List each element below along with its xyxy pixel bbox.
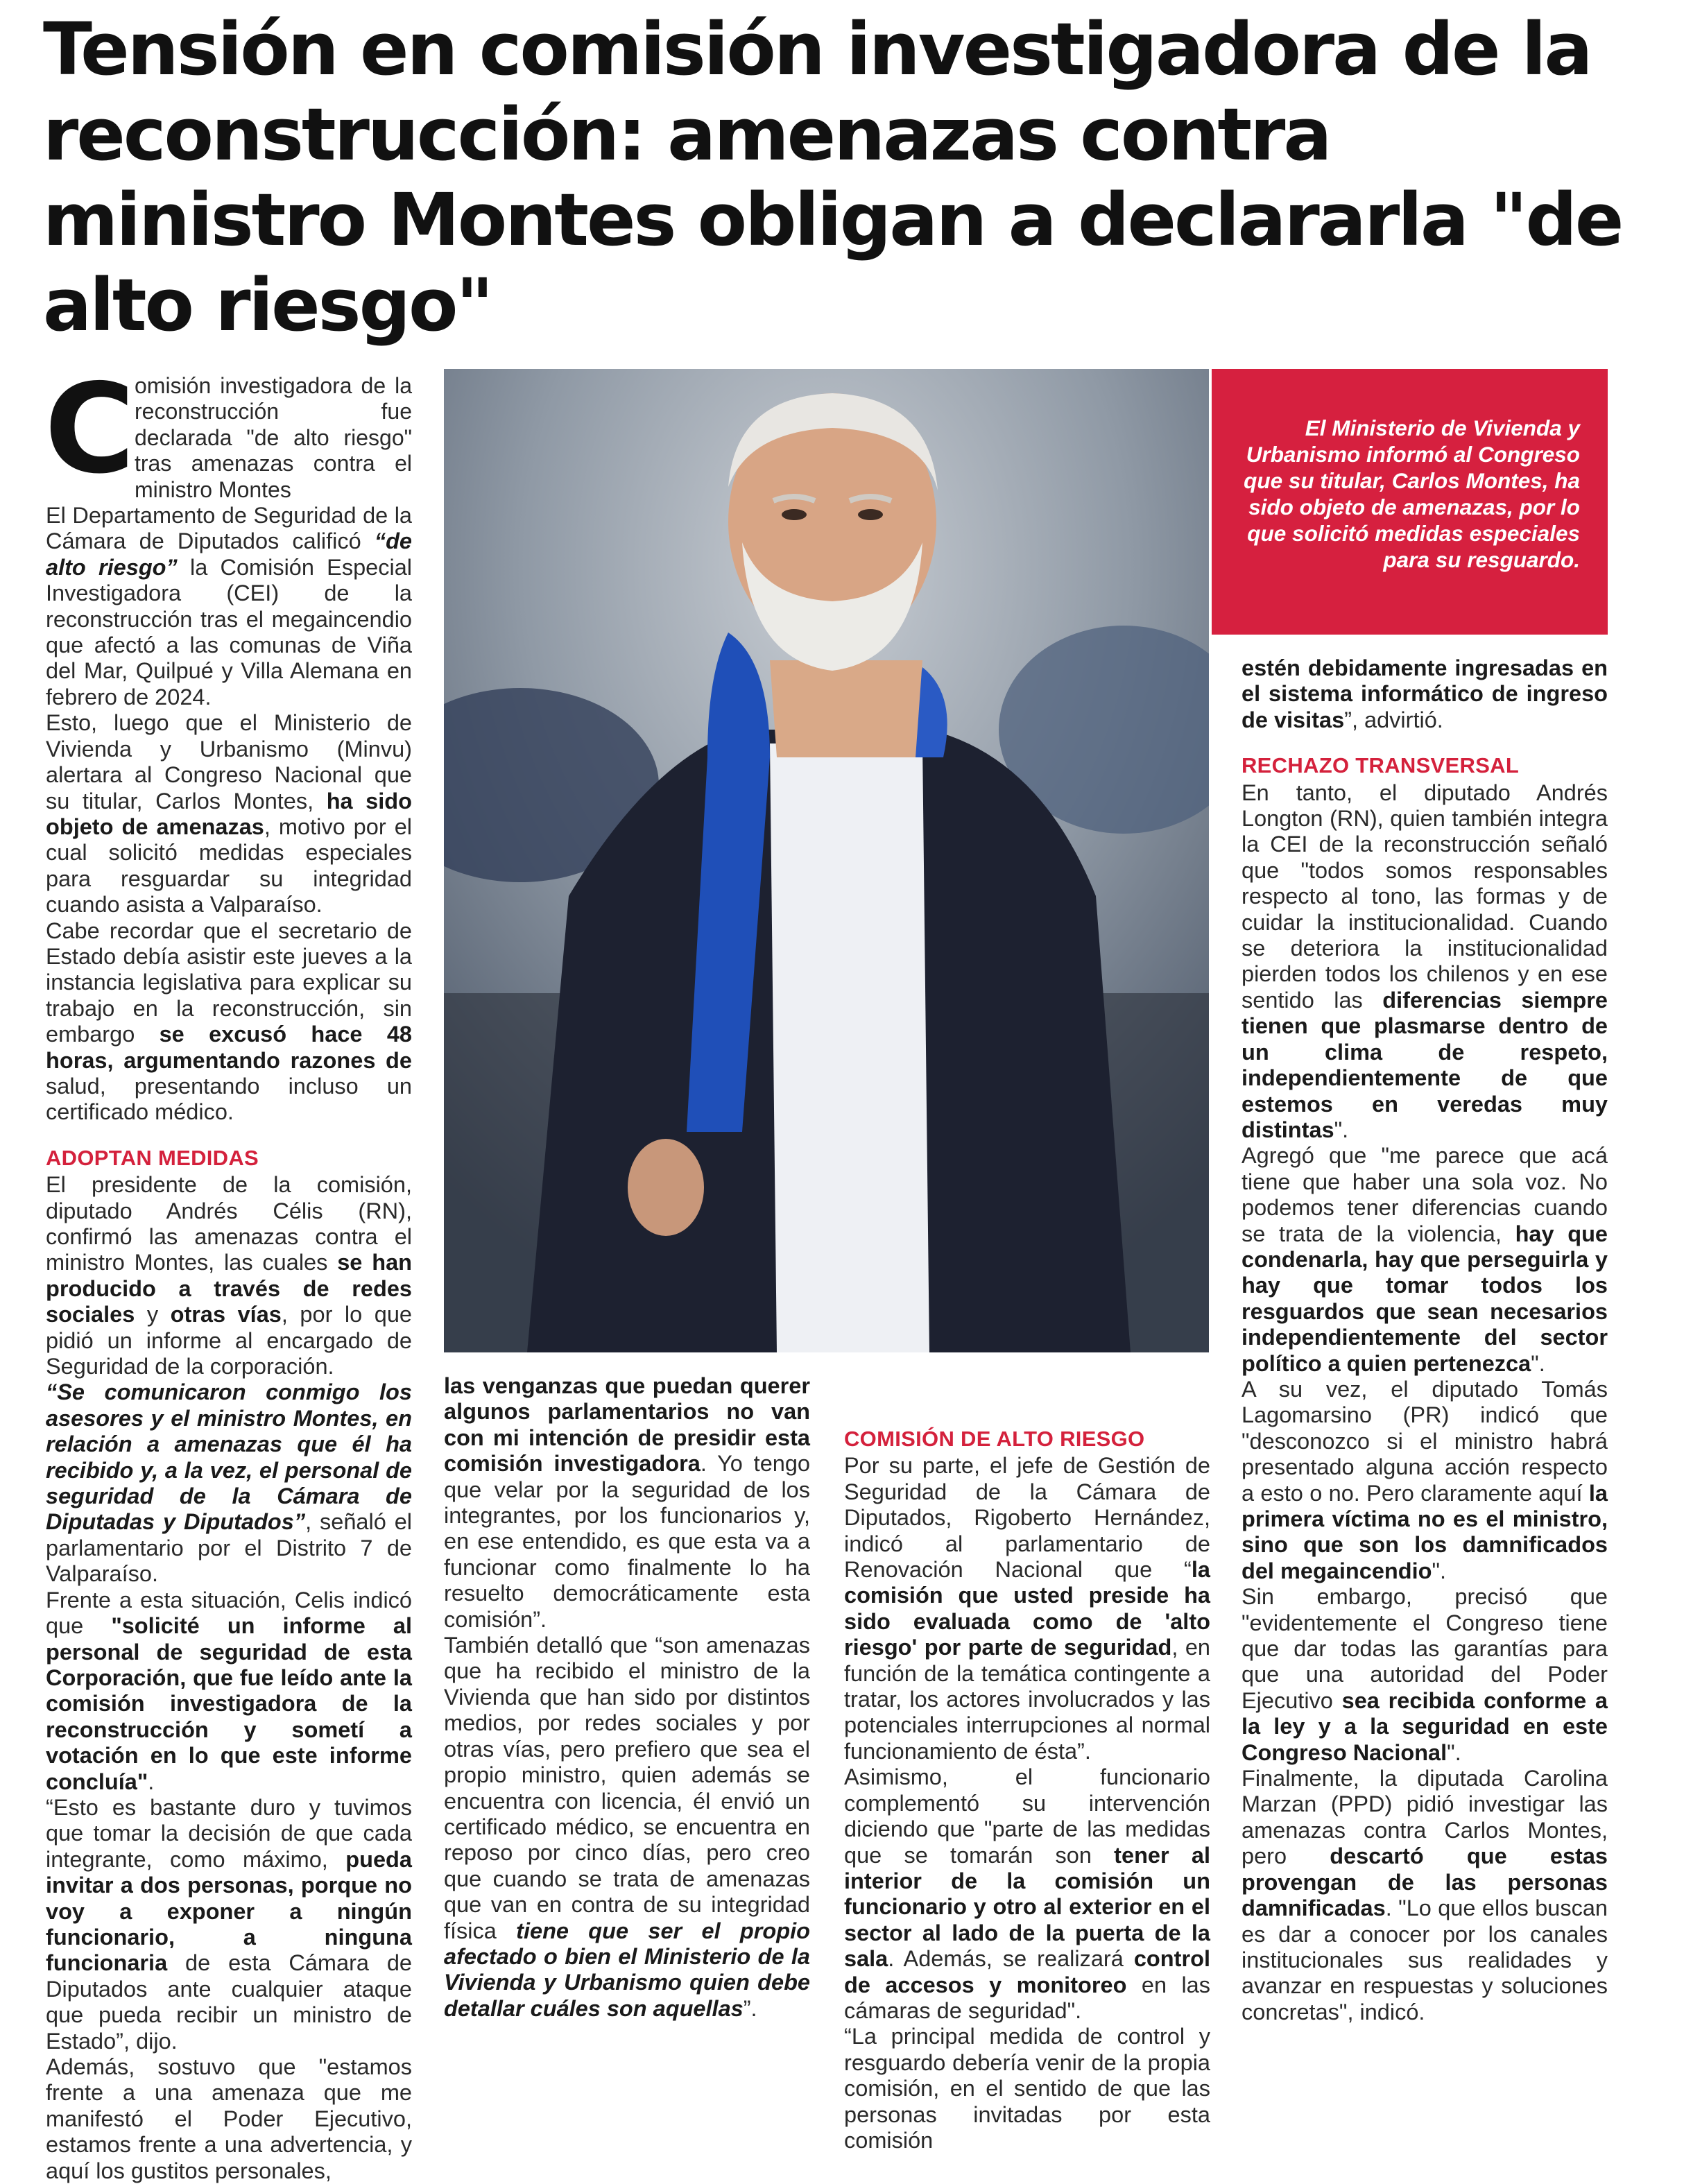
paragraph: “La principal medida de control y resguardo debería venir de la propia comisión, en el sentido de que las personas invitadas por esta comisión	[844, 2024, 1210, 2153]
paragraph: Cabe recordar que el secretario de Estado debía asistir este jueves a la instancia legislativa para explicar su trabajo en la reconstrucción, sin embargo se excusó hace 48 horas, argumentando razones de salud, presentando incluso un certificado médico.	[46, 918, 412, 1125]
paragraph: Por su parte, el jefe de Gestión de Seguridad de la Cámara de Diputados, Rigoberto Hernández, indicó al parlamentario de Renovación Nacional que “la comisión que usted preside ha sido evaluada como de 'alto riesgo' por parte de seguridad, en función de la temática contingente a tratar, los actores involucrados y las potenciales interrupciones al normal funcionamiento de ésta”.	[844, 1453, 1210, 1764]
article-column-1	[44, 357, 413, 2184]
paragraph: Asimismo, el funcionario complementó su intervención diciendo que "parte de las medidas que se tomarán son tener al interior de la comisión un funcionario y otro al exterior en el sector al lado de la puerta de la sala. Además, se realizará control de accesos y monitoreo en las cámaras de seguridad".	[844, 1764, 1210, 2023]
article-column-2	[444, 1373, 810, 2022]
paragraph: Además, sostuvo que "estamos frente a una amenaza que me manifestó el Poder Ejecutivo, estamos frente a una advertencia, y aquí los gustitos personales,	[46, 2054, 412, 2183]
paragraph: “Esto es bastante duro y tuvimos que tomar la decisión de que cada integrante, como máximo, pueda invitar a dos personas, porque no voy a exponer a ningún funcionario, a ninguna funcionaria de esta Cámara de Diputados ante cualquier ataque que pueda recibir un ministro de Estado”, dijo.	[46, 1794, 412, 2054]
paragraph: las venganzas que puedan querer algunos parlamentarios no van con mi intención de presidir esta comisión investigadora. Yo tengo que velar por la seguridad de los integrantes, por los funcionarios y, en ese entendido, es que esta va a funcionar como finalmente lo ha resuelto democráticamente esta comisión”.	[444, 1373, 810, 1632]
article-column-4	[1241, 655, 1608, 2025]
paragraph: Esto, luego que el Ministerio de Vivienda y Urbanismo (Minvu) alertara al Congreso Nacional que su titular, Carlos Montes, ha sido objeto de amenazas, motivo por el cual solicitó medidas especiales para resguardar su integridad cuando asista a Valparaíso.	[46, 710, 412, 918]
subheading: RECHAZO TRANSVERSAL	[1241, 753, 1520, 778]
callout-box: El Ministerio de Vivienda y Urbanismo informó al Congreso que su titular, Carlos Montes, ha sido objeto de amenazas, por lo que solicitó medidas especiales para su resguardo.	[1212, 369, 1608, 635]
paragraph: Frente a esta situación, Celis indicó que "solicité un informe al personal de seguridad de esta Corporación, que fue leído ante la comisión investigadora de la reconstrucción y sometí a votación en lo que este informe concluía".	[46, 1587, 412, 1794]
subheading: ADOPTAN MEDIDAS	[46, 1145, 259, 1170]
paragraph: También detalló que “son amenazas que ha recibido el ministro de la Vivienda que han sido por distintos medios, por redes sociales y por otras vías, pero prefiero que sea el propio ministro, quien además se encuentra con licencia, él envió un certificado médico, se encuentra en reposo por cinco días, pero creo que cuando se trata de amenazas que van en contra de su integridad física tiene que ser el propio afectado o bien el Ministerio de la Vivienda y Urbanismo quien debe detallar cuáles son aquellas”.	[444, 1633, 810, 2021]
photo-minister-illustration	[444, 369, 1209, 1352]
paragraph: En tanto, el diputado Andrés Longton (RN), quien también integra la CEI de la reconstrucción señaló que "todos somos responsables respecto al tono, las formas y de cuidar la institucionalidad. Cuando se deteriora la institucionalidad pierden todos los chilenos y en ese sentido las diferencias siempre tienen que plasmarse dentro de un clima de respeto, independientemente de que estemos en veredas muy distintas".	[1241, 780, 1608, 1142]
article-photo	[444, 369, 1209, 1352]
paragraph: estén debidamente ingresadas en el sistema informático de ingreso de visitas”, advirtió.	[1241, 655, 1608, 732]
paragraph: Finalmente, la diputada Carolina Marzan (PPD) pidió investigar las amenazas contra Carlos Montes, pero descartó que estas provengan de las personas damnificadas. "Lo que ellos buscan es dar a conocer por los canales institucionales sus realidades y avanzar en respuestas y soluciones concretas", indicó.	[1241, 1766, 1608, 2024]
subheading: COMISIÓN DE ALTO RIESGO	[844, 1427, 1145, 1451]
dropcap: C	[44, 357, 135, 501]
quote-paragraph: “Se comunicaron conmigo los asesores y el ministro Montes, en relación a amenazas que él ha recibido y, a la vez, el personal de seguridad de la Cámara de Diputadas y Diputados”, señaló el parlamentario por el Distrito 7 de Valparaíso.	[46, 1379, 412, 1587]
lead-paragraph: Comisión investigadora de la reconstrucción fue declarada "de alto riesgo" tras amenazas contra el ministro Montes	[44, 357, 412, 502]
headline: Tensión en comisión investigadora de la reconstrucción: amenazas contra ministro Montes obligan a declararla "de alto riesgo"	[43, 7, 1622, 347]
paragraph: Sin embargo, precisó que "evidentemente el Congreso tiene que dar todas las garantías para que una autoridad del Poder Ejecutivo sea recibida conforme a la ley y a la seguridad en este Congreso Nacional".	[1241, 1584, 1608, 1765]
article-column-3	[844, 1373, 1210, 2153]
paragraph: El Departamento de Seguridad de la Cámara de Diputados calificó “de alto riesgo” la Comisión Especial Investigadora (CEI) de la reconstrucción tras el megaincendio que afectó a las comunas de Viña del Mar, Quilpué y Villa Alemana en febrero de 2024.	[46, 503, 413, 710]
paragraph: A su vez, el diputado Tomás Lagomarsino (PR) indicó que "desconozco si el ministro habrá presentado alguna acción respecto a esto o no. Pero claramente aquí la primera víctima no es el ministro, sino que son los damnificados del megaincendio".	[1241, 1376, 1608, 1583]
paragraph: Agregó que "me parece que acá tiene que haber una sola voz. No podemos tener diferencias cuando se trata de la violencia, hay que condenarla, hay que perseguirla y hay que tomar todos los resguardos que sean necesarios independientemente del sector político a quien pertenezca".	[1241, 1143, 1608, 1376]
paragraph: El presidente de la comisión, diputado Andrés Célis (RN), confirmó las amenazas contra el ministro Montes, las cuales se han producido a través de redes sociales y otras vías, por lo que pidió un informe al encargado de Seguridad de la corporación.	[46, 1172, 413, 1379]
